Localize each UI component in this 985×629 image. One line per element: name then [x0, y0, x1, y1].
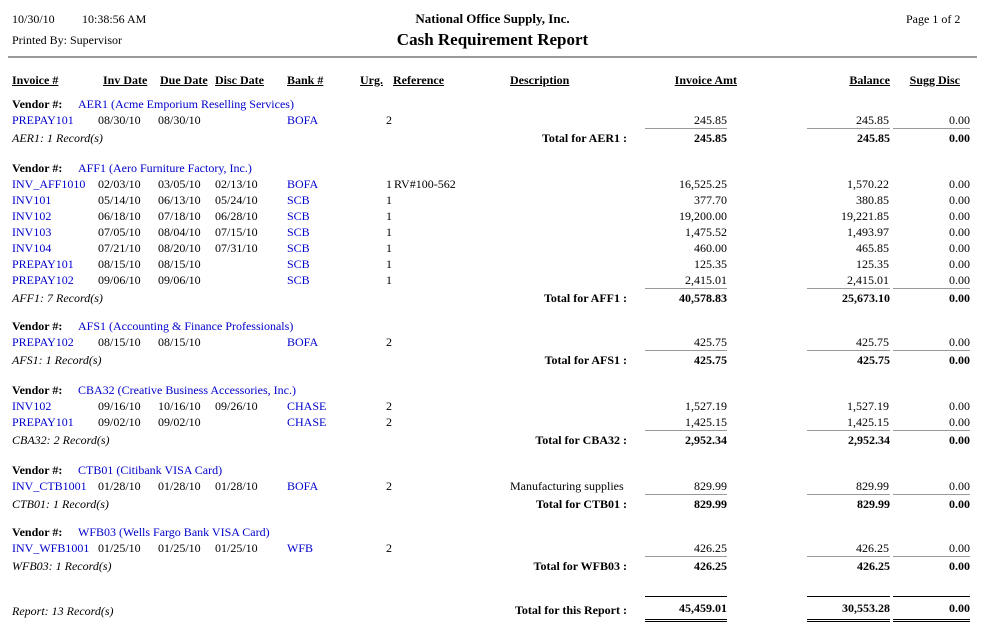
- vendor-record-count: AFS1: 1 Record(s): [12, 353, 102, 367]
- vendor-total-label: Total for AFF1 :: [544, 291, 627, 305]
- inv-date: 06/18/10: [98, 209, 141, 223]
- vendor-number-label: Vendor #:: [12, 383, 63, 397]
- bank-code-link[interactable]: SCB: [287, 257, 310, 271]
- invoice-row: [0, 209, 985, 225]
- vendor-total-row: [0, 433, 985, 449]
- invoice-row: [0, 399, 985, 415]
- inv-date: 01/28/10: [98, 479, 141, 493]
- page-indicator: Page 1 of 2: [906, 12, 961, 26]
- sugg-disc-value: 0.00: [949, 335, 970, 349]
- inv-date: 08/15/10: [98, 335, 141, 349]
- inv-date: 07/05/10: [98, 225, 141, 239]
- inv-date: 02/03/10: [98, 177, 141, 191]
- bank-code-link[interactable]: BOFA: [287, 113, 319, 127]
- vendor-total-sugg-disc: 0.00: [893, 128, 970, 146]
- vendor-record-count: CBA32: 2 Record(s): [12, 433, 110, 447]
- sugg-disc-value: 0.00: [949, 541, 970, 555]
- report-total-label: Total for this Report :: [515, 603, 627, 617]
- inv-date: 01/25/10: [98, 541, 141, 555]
- header-divider: [8, 56, 977, 58]
- balance-value: 2,415.01: [847, 273, 889, 287]
- invoice-row: [0, 177, 985, 193]
- column-header-inv-date: Inv Date: [103, 73, 148, 87]
- disc-date: 07/31/10: [215, 241, 258, 255]
- urgency-value: 1: [386, 193, 392, 207]
- column-header-reference: Reference: [393, 73, 445, 87]
- sugg-disc-value: 0.00: [949, 415, 970, 429]
- disc-date: 06/28/10: [215, 209, 258, 223]
- column-header-due-date: Due Date: [160, 73, 208, 87]
- vendor-name-link[interactable]: AFF1 (Aero Furniture Factory, Inc.): [78, 161, 252, 175]
- vendor-header-row: [0, 525, 985, 541]
- sugg-disc-value: 0.00: [949, 399, 970, 413]
- vendor-number-label: Vendor #:: [12, 161, 63, 175]
- invoice-row: [0, 193, 985, 209]
- report-footer: [0, 596, 985, 626]
- due-date: 09/02/10: [158, 415, 201, 429]
- invoice-amt-value: 425.75: [694, 335, 727, 349]
- invoice-amt-value: 460.00: [694, 241, 727, 255]
- vendor-total-row: [0, 353, 985, 369]
- vendor-total-row: [0, 131, 985, 147]
- sugg-disc-value: 0.00: [949, 225, 970, 239]
- column-header-urgency: Urg.: [360, 73, 383, 87]
- bank-code-link[interactable]: CHASE: [287, 415, 327, 429]
- report-record-count: Report: 13 Record(s): [12, 604, 114, 618]
- balance-value: 1,570.22: [847, 177, 889, 191]
- invoice-amt-value: 245.85: [694, 113, 727, 127]
- bank-code-link[interactable]: SCB: [287, 193, 310, 207]
- disc-date: 01/25/10: [215, 541, 258, 555]
- vendor-name-link[interactable]: AFS1 (Accounting & Finance Professionals): [78, 319, 294, 333]
- sugg-disc-value: 0.00: [949, 113, 970, 127]
- balance-value: 425.75: [856, 335, 889, 349]
- vendor-name-link[interactable]: CTB01 (Citibank VISA Card): [78, 463, 223, 477]
- column-header-sugg-disc: Sugg Disc: [909, 73, 960, 87]
- disc-date: 01/28/10: [215, 479, 258, 493]
- invoice-number-link[interactable]: INV_WFB1001: [12, 541, 90, 555]
- bank-code-link[interactable]: SCB: [287, 225, 310, 239]
- urgency-value: 2: [386, 399, 392, 413]
- vendor-name-link[interactable]: WFB03 (Wells Fargo Bank VISA Card): [78, 525, 270, 539]
- vendor-number-label: Vendor #:: [12, 463, 63, 477]
- bank-code-link[interactable]: BOFA: [287, 335, 319, 349]
- bank-code-link[interactable]: BOFA: [287, 479, 319, 493]
- invoice-row: [0, 541, 985, 557]
- invoice-number-link[interactable]: INV_CTB1001: [12, 479, 87, 493]
- invoice-amt-value: 16,525.25: [679, 177, 727, 191]
- vendor-total-balance: 25,673.10: [807, 288, 890, 306]
- due-date: 03/05/10: [158, 177, 201, 191]
- report-total-invoice-amt: 45,459.01: [645, 596, 727, 622]
- vendor-total-balance: 829.99: [807, 494, 890, 512]
- vendor-total-row: [0, 497, 985, 513]
- bank-code-link[interactable]: SCB: [287, 241, 310, 255]
- sugg-disc-value: 0.00: [949, 193, 970, 207]
- column-header-invoice-amt: Invoice Amt: [674, 73, 737, 87]
- vendor-total-balance: 425.75: [807, 350, 890, 368]
- due-date: 09/06/10: [158, 273, 201, 287]
- balance-value: 245.85: [856, 113, 889, 127]
- vendor-total-sugg-disc: 0.00: [893, 556, 970, 574]
- vendor-name-link[interactable]: AER1 (Acme Emporium Reselling Services): [78, 97, 294, 111]
- vendor-total-balance: 426.25: [807, 556, 890, 574]
- column-header-description: Description: [510, 73, 570, 87]
- description-value: Manufacturing supplies: [510, 479, 624, 493]
- invoice-row: [0, 273, 985, 289]
- invoice-number-link[interactable]: PREPAY101: [12, 257, 74, 271]
- urgency-value: 1: [386, 241, 392, 255]
- urgency-value: 2: [386, 113, 392, 127]
- inv-date: 09/02/10: [98, 415, 141, 429]
- vendor-header-row: [0, 463, 985, 479]
- reference-value: RV#100-562: [394, 177, 456, 191]
- inv-date: 08/15/10: [98, 257, 141, 271]
- column-header-bank: Bank #: [287, 73, 324, 87]
- report-total-sugg-disc: 0.00: [893, 596, 970, 622]
- vendor-total-label: Total for WFB03 :: [533, 559, 627, 573]
- inv-date: 09/06/10: [98, 273, 141, 287]
- urgency-value: 2: [386, 335, 392, 349]
- balance-value: 829.99: [856, 479, 889, 493]
- balance-value: 380.85: [856, 193, 889, 207]
- invoice-row: [0, 225, 985, 241]
- invoice-number-link[interactable]: INV104: [12, 241, 52, 255]
- inv-date: 09/16/10: [98, 399, 141, 413]
- report-total-balance: 30,553.28: [807, 596, 890, 622]
- invoice-amt-value: 1,527.19: [685, 399, 727, 413]
- printed-by-label: Printed By: Supervisor: [12, 33, 122, 47]
- sugg-disc-value: 0.00: [949, 273, 970, 287]
- sugg-disc-value: 0.00: [949, 257, 970, 271]
- vendor-total-label: Total for CBA32 :: [535, 433, 627, 447]
- invoice-amt-value: 19,200.00: [679, 209, 727, 223]
- invoice-row: [0, 241, 985, 257]
- due-date: 01/25/10: [158, 541, 201, 555]
- due-date: 08/15/10: [158, 257, 201, 271]
- invoice-number-link[interactable]: INV101: [12, 193, 52, 207]
- invoice-row: [0, 479, 985, 495]
- urgency-value: 1: [386, 209, 392, 223]
- vendor-number-label: Vendor #:: [12, 97, 63, 111]
- urgency-value: 1: [386, 177, 392, 191]
- vendor-record-count: WFB03: 1 Record(s): [12, 559, 112, 573]
- invoice-row: [0, 113, 985, 129]
- balance-value: 1,493.97: [847, 225, 889, 239]
- vendor-header-row: [0, 383, 985, 399]
- vendor-total-sugg-disc: 0.00: [893, 430, 970, 448]
- vendor-number-label: Vendor #:: [12, 319, 63, 333]
- invoice-number-link[interactable]: INV_AFF1010: [12, 177, 86, 191]
- bank-code-link[interactable]: SCB: [287, 209, 310, 223]
- due-date: 08/20/10: [158, 241, 201, 255]
- disc-date: 02/13/10: [215, 177, 258, 191]
- due-date: 08/15/10: [158, 335, 201, 349]
- balance-value: 465.85: [856, 241, 889, 255]
- due-date: 10/16/10: [158, 399, 201, 413]
- vendor-total-invoice-amt: 245.85: [645, 128, 727, 146]
- column-header-balance: Balance: [849, 73, 890, 87]
- balance-value: 1,527.19: [847, 399, 889, 413]
- disc-date: 05/24/10: [215, 193, 258, 207]
- disc-date: 09/26/10: [215, 399, 258, 413]
- vendor-total-invoice-amt: 829.99: [645, 494, 727, 512]
- invoice-amt-value: 377.70: [694, 193, 727, 207]
- inv-date: 08/30/10: [98, 113, 141, 127]
- column-header-disc-date: Disc Date: [215, 73, 264, 87]
- urgency-value: 2: [386, 479, 392, 493]
- invoice-amt-value: 1,425.15: [685, 415, 727, 429]
- urgency-value: 2: [386, 541, 392, 555]
- due-date: 08/04/10: [158, 225, 201, 239]
- vendor-total-sugg-disc: 0.00: [893, 350, 970, 368]
- company-name: National Office Supply, Inc.: [415, 11, 570, 26]
- due-date: 06/13/10: [158, 193, 201, 207]
- vendor-total-sugg-disc: 0.00: [893, 494, 970, 512]
- inv-date: 07/21/10: [98, 241, 141, 255]
- report-title: Cash Requirement Report: [396, 30, 589, 49]
- vendor-total-balance: 245.85: [807, 128, 890, 146]
- bank-code-link[interactable]: BOFA: [287, 177, 319, 191]
- invoice-number-link[interactable]: PREPAY102: [12, 335, 74, 349]
- vendor-total-label: Total for AER1 :: [541, 131, 627, 145]
- inv-date: 05/14/10: [98, 193, 141, 207]
- vendor-total-invoice-amt: 2,952.34: [645, 430, 727, 448]
- balance-value: 125.35: [856, 257, 889, 271]
- vendor-total-label: Total for CTB01 :: [535, 497, 627, 511]
- vendor-record-count: CTB01: 1 Record(s): [12, 497, 109, 511]
- column-header-row: [0, 73, 985, 89]
- vendor-total-invoice-amt: 425.75: [645, 350, 727, 368]
- due-date: 08/30/10: [158, 113, 201, 127]
- invoice-number-link[interactable]: PREPAY101: [12, 415, 74, 429]
- sugg-disc-value: 0.00: [949, 241, 970, 255]
- vendor-name-link[interactable]: CBA32 (Creative Business Accessories, Inc.): [78, 383, 296, 397]
- balance-value: 19,221.85: [841, 209, 889, 223]
- sugg-disc-value: 0.00: [949, 177, 970, 191]
- invoice-row: [0, 335, 985, 351]
- vendor-number-label: Vendor #:: [12, 525, 63, 539]
- urgency-value: 1: [386, 257, 392, 271]
- invoice-amt-value: 2,415.01: [685, 273, 727, 287]
- invoice-number-link[interactable]: PREPAY101: [12, 113, 74, 127]
- vendor-header-row: [0, 319, 985, 335]
- sugg-disc-value: 0.00: [949, 209, 970, 223]
- vendor-total-row: [0, 291, 985, 307]
- invoice-amt-value: 829.99: [694, 479, 727, 493]
- vendor-header-row: [0, 161, 985, 177]
- invoice-row: [0, 257, 985, 273]
- invoice-amt-value: 125.35: [694, 257, 727, 271]
- report-run-date: 10/30/10: [12, 12, 55, 26]
- report-run-time: 10:38:56 AM: [82, 12, 147, 26]
- vendor-total-invoice-amt: 40,578.83: [645, 288, 727, 306]
- due-date: 01/28/10: [158, 479, 201, 493]
- disc-date: 07/15/10: [215, 225, 258, 239]
- invoice-number-link[interactable]: INV103: [12, 225, 52, 239]
- invoice-number-link[interactable]: PREPAY102: [12, 273, 74, 287]
- bank-code-link[interactable]: WFB: [287, 541, 314, 555]
- invoice-amt-value: 426.25: [694, 541, 727, 555]
- urgency-value: 2: [386, 415, 392, 429]
- balance-value: 1,425.15: [847, 415, 889, 429]
- bank-code-link[interactable]: CHASE: [287, 399, 327, 413]
- invoice-amt-value: 1,475.52: [685, 225, 727, 239]
- urgency-value: 1: [386, 225, 392, 239]
- bank-code-link[interactable]: SCB: [287, 273, 310, 287]
- balance-value: 426.25: [856, 541, 889, 555]
- column-header-invoice: Invoice #: [12, 73, 59, 87]
- vendor-total-label: Total for AFS1 :: [544, 353, 627, 367]
- vendor-record-count: AER1: 1 Record(s): [12, 131, 103, 145]
- vendor-total-invoice-amt: 426.25: [645, 556, 727, 574]
- sugg-disc-value: 0.00: [949, 479, 970, 493]
- vendor-header-row: [0, 97, 985, 113]
- vendor-total-balance: 2,952.34: [807, 430, 890, 448]
- vendor-record-count: AFF1: 7 Record(s): [12, 291, 103, 305]
- due-date: 07/18/10: [158, 209, 201, 223]
- vendor-total-sugg-disc: 0.00: [893, 288, 970, 306]
- invoice-number-link[interactable]: INV102: [12, 399, 52, 413]
- invoice-number-link[interactable]: INV102: [12, 209, 52, 223]
- urgency-value: 1: [386, 273, 392, 287]
- invoice-row: [0, 415, 985, 431]
- vendor-total-row: [0, 559, 985, 575]
